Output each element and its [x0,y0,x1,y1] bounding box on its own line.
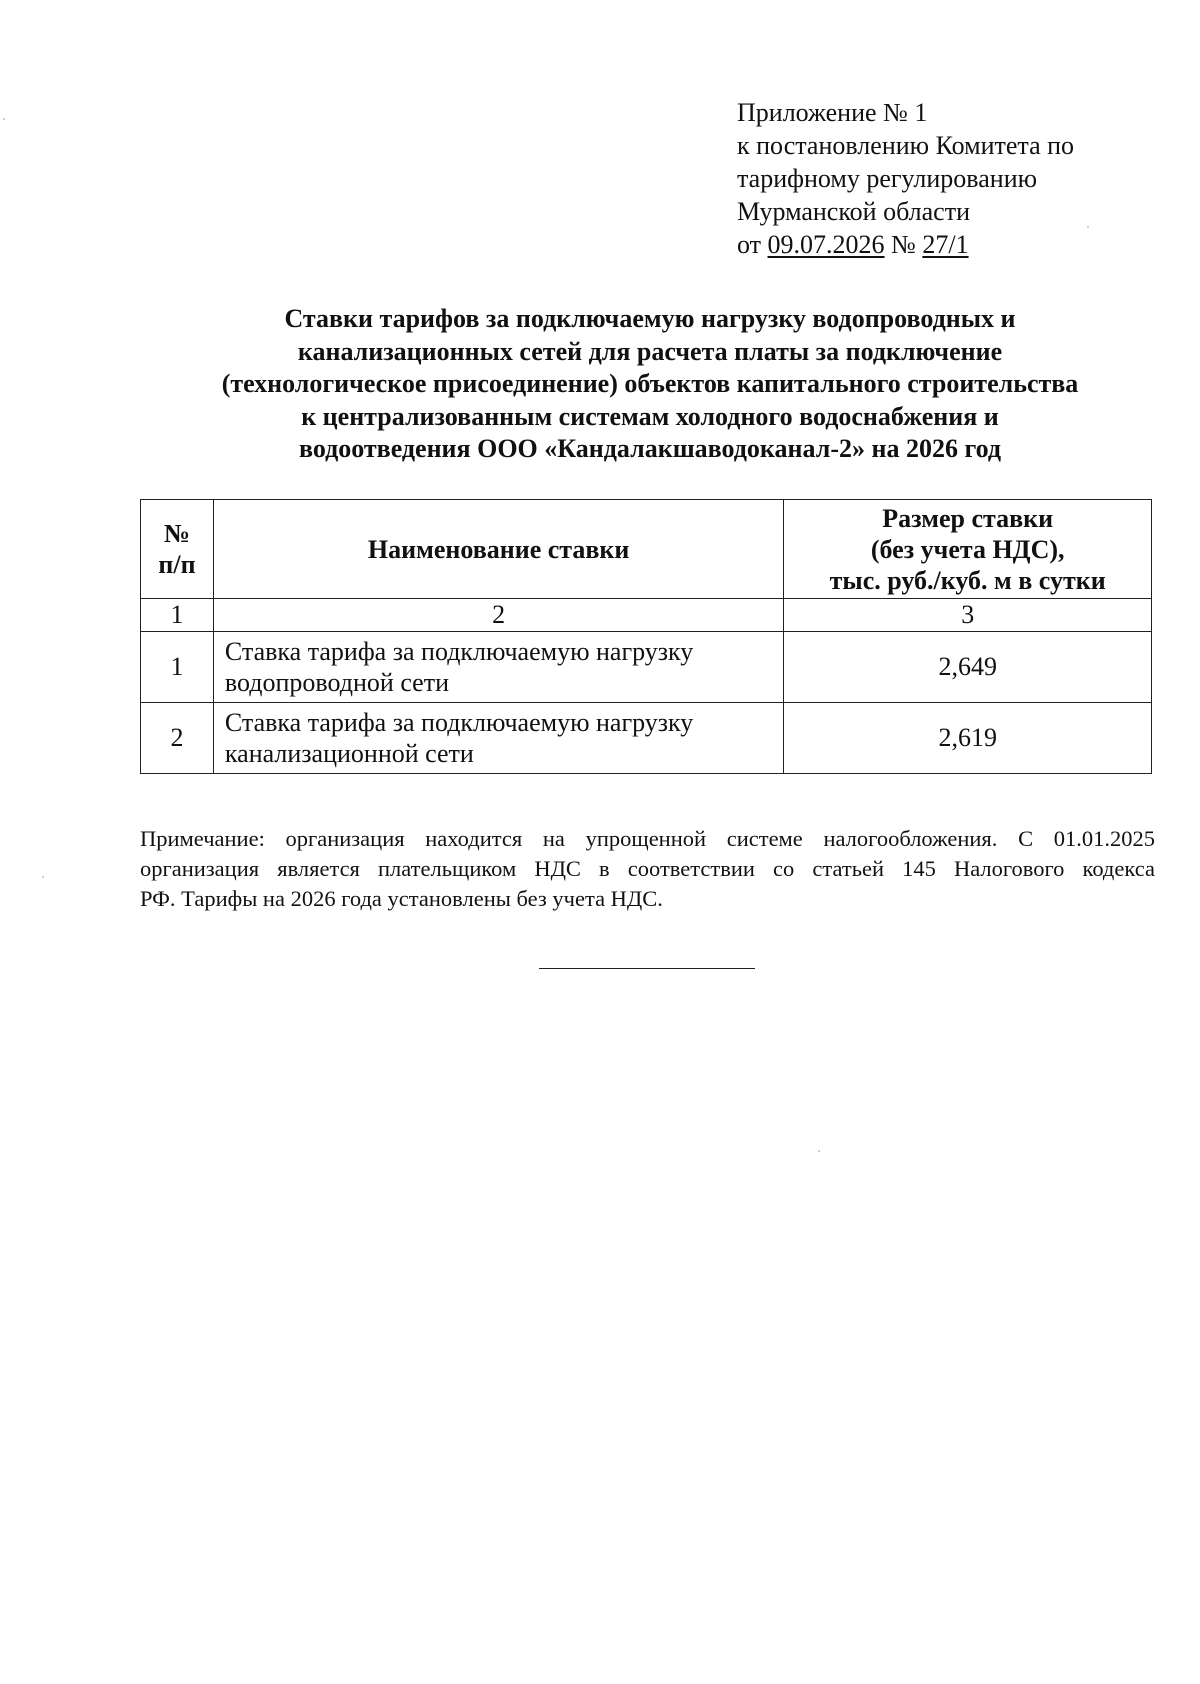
row-value: 2,619 [784,703,1152,774]
closing-divider [539,968,755,969]
note-line-2: организация является плательщиком НДС в соответствии со статьей 145 Налогового кодекса [140,856,1155,881]
document-title [100,303,1200,466]
row-name [213,632,783,703]
approval-date-prefix: от [737,230,768,259]
title-line-5: водоотведения ООО «Кандалакшаводоканал-2» на 2026 год [298,434,1002,463]
header-num-line-2: п/п [158,550,196,579]
row-value: 2,649 [784,632,1152,703]
table-row [141,632,1152,703]
note [140,824,1155,914]
table-index-row [141,599,1152,632]
header-value-cell [784,500,1152,599]
table-header-row [141,500,1152,599]
row-name-line-2: канализационной сети [224,739,474,768]
header-num-cell [141,500,214,599]
approval-line-4: Мурманской области [737,197,970,226]
approval-number: 27/1 [922,230,969,259]
row-name [213,703,783,774]
header-value-line-3: тыс. руб./куб. м в сутки [829,565,1106,595]
scan-speck [818,1150,820,1152]
index-cell-1: 1 [141,599,214,632]
row-name-line-1: Ставка тарифа за подключаемую нагрузку [224,708,694,737]
row-num: 2 [141,703,214,774]
header-value-line-2: (без учета НДС), [870,534,1065,564]
approval-line-2: к постановлению Комитета по [737,131,1075,160]
title-line-2: канализационных сетей для расчета платы за подключение [297,336,1003,366]
row-name-line-1: Ставка тарифа за подключаемую нагрузку [224,637,694,666]
approval-line-3: тарифному регулированию [737,164,1038,193]
header-name-cell [213,500,783,599]
scan-speck [3,118,5,120]
note-line-1: Примечание: организация находится на упрощенной системе налогообложения. С 01.01.2025 [140,826,1155,851]
title-line-3: (технологическое присоединение) объектов капитального строительства [221,369,1079,398]
approval-date: 09.07.2026 [767,230,885,259]
note-line-3: РФ. Тарифы на 2026 года установлены без учета НДС. [140,886,663,911]
row-num: 1 [141,632,214,703]
header-value-line-1: Размер ставки [882,503,1054,533]
approval-header [737,96,1137,261]
approval-number-sign: № [884,230,923,259]
index-cell-3: 3 [784,599,1152,632]
row-name-line-2: водопроводной сети [224,668,449,697]
header-num-line-1: № [163,519,191,548]
scan-speck [1087,226,1089,228]
title-line-4: к централизованным системам холодного водоснабжения и [301,401,999,431]
table-row [141,703,1152,774]
title-line-1: Ставки тарифов за подключаемую нагрузку водопроводных и [284,304,1016,333]
approval-line-1: Приложение № 1 [737,98,928,127]
index-cell-2: 2 [213,599,783,632]
scan-speck [42,876,44,878]
header-name: Наименование ставки [367,534,630,564]
approval-date-line [737,228,1137,261]
rates-table [140,499,1152,774]
